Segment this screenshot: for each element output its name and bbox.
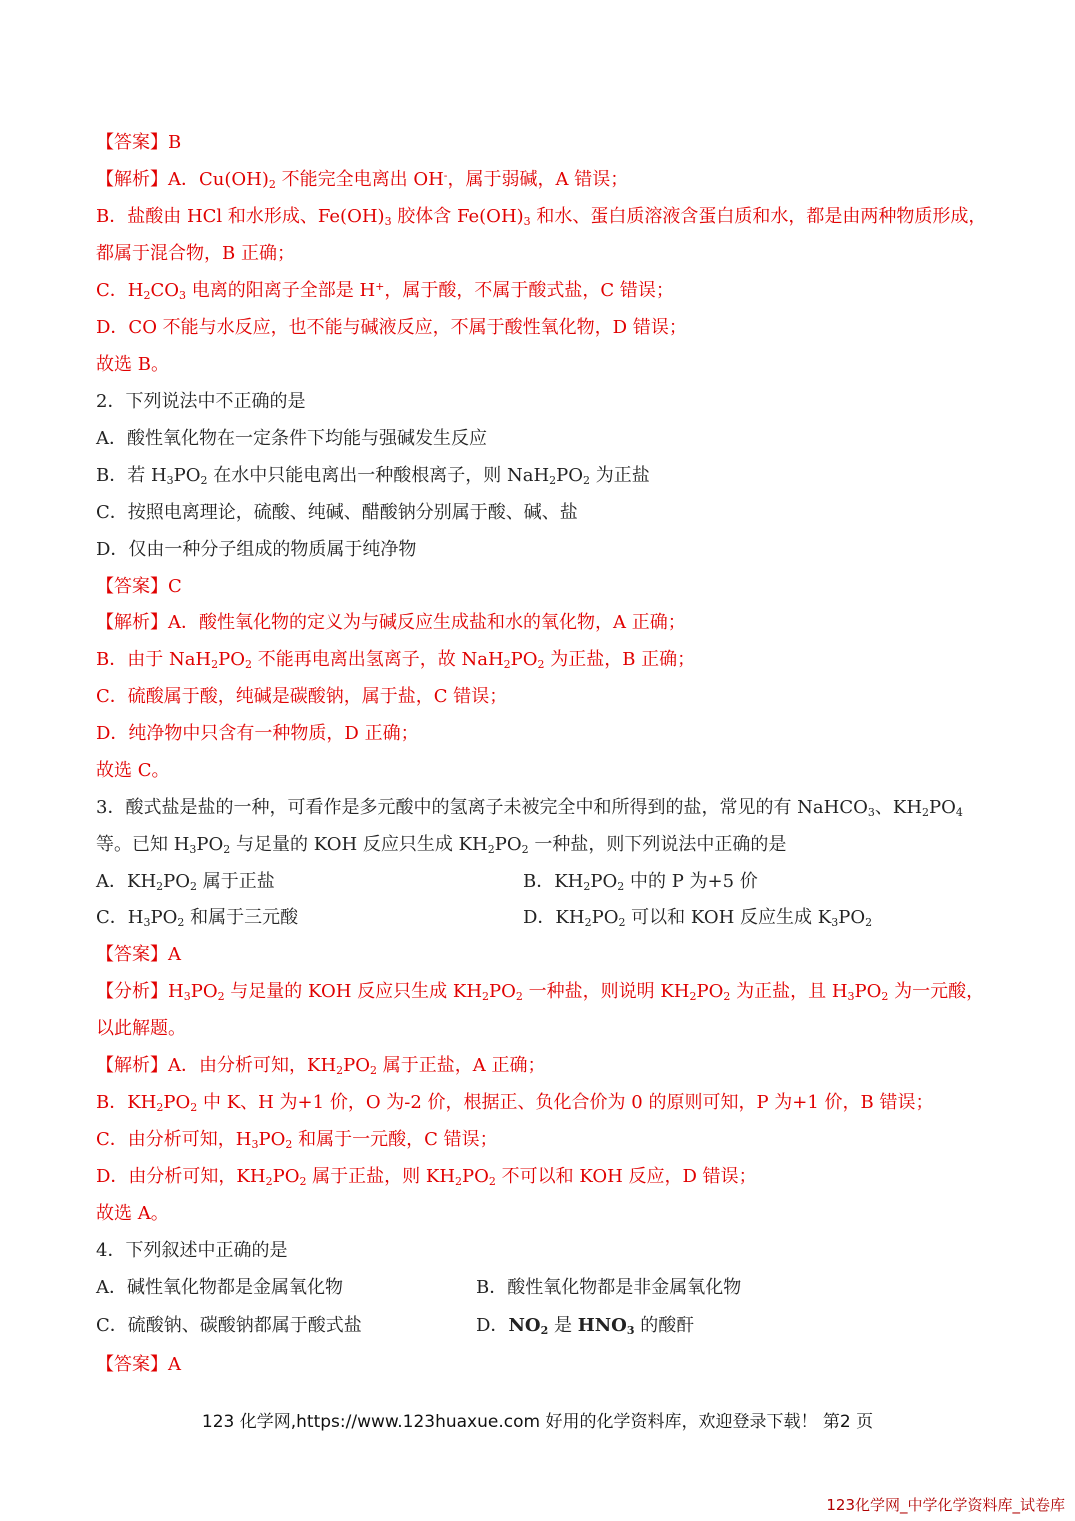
answer-q3: 【答案】A xyxy=(96,944,181,965)
question-4-option-a: A．碱性氧化物都是金属氧化物 xyxy=(96,1277,343,1298)
question-3-option-d: D．$KH_2PO_2$ 可以和 KOH 反应生成 $K_3PO_2$ xyxy=(523,907,873,929)
analysis-q3-a: 【解析】A．由分析可知，$KH_2PO_2$ 属于正盐，A 正确； xyxy=(96,1055,546,1077)
question-4-option-b: B．酸性氧化物都是非金属氧化物 xyxy=(476,1277,742,1298)
choose-q1: 故选 B。 xyxy=(96,354,169,375)
choose-q3: 故选 A。 xyxy=(96,1203,169,1224)
site-watermark: 123化学网_中学化学资料库_试卷库 xyxy=(826,1496,1065,1514)
question-4-option-c: C．硫酸钠、碳酸钠都属于酸式盐 xyxy=(96,1315,362,1336)
analysis-q3-d: D．由分析可知，$KH_2PO_2$ 属于正盐，则 $KH_2PO_2$ 不可以和 KOH 反应，D 错误； xyxy=(96,1166,757,1188)
question-2-option-a: A．酸性氧化物在一定条件下均能与强碱发生反应 xyxy=(96,428,487,449)
analysis-q1-d: D．CO 不能与水反应，也不能与碱液反应，不属于酸性氧化物，D 错误； xyxy=(96,317,687,338)
question-3-stem-1: 3．酸式盐是盐的一种，可看作是多元酸中的氢离子未被完全中和所得到的盐，常见的有 NaHCO$_3$、$KH_2PO_4$ xyxy=(96,797,963,819)
page-footer: 123 化学网,https://www.123huaxue.com 好用的化学资料库，欢迎登录下载！ 第2 页 xyxy=(201,1412,874,1432)
analysis-q2-d: D．纯净物中只含有一种物质，D 正确； xyxy=(96,723,419,744)
analysis-q3-b: B．$KH_2PO_2$ 中 K、H 为+1 价，O 为-2 价，根据正、负化合价为 0 的原则可知，P 为+1 价，B 错误； xyxy=(96,1092,934,1114)
question-3-option-b: B．$KH_2PO_2$ 中的 P 为+5 价 xyxy=(523,871,758,893)
question-2-option-c: C．按照电离理论，硫酸、纯碱、醋酸钠分别属于酸、碱、盐 xyxy=(96,502,578,523)
analysis-q1-b2: 都属于混合物，B 正确； xyxy=(96,243,295,264)
analysis-q1-b: B．盐酸由 HCl 和水形成、$Fe(OH)_3$ 胶体含 $Fe(OH)_3$ 和水、蛋白质溶液含蛋白质和水，都是由两种物质形成， xyxy=(96,206,987,228)
analysis-q2-b: B．由于 $NaH_2PO_2$ 不能再电离出氢离子，故 $NaH_2PO_2$ 为正盐，B 正确； xyxy=(96,649,696,671)
analysis-q1-c: C．$H_2CO_3$ 电离的阳离子全部是 H+，属于酸，不属于酸式盐，C 错误； xyxy=(96,280,674,302)
question-2-option-b: B．若 $H_3PO_2$ 在水中只能电离出一种酸根离子，则 $NaH_2PO_2$ 为正盐 xyxy=(96,465,650,487)
question-4-option-d: D．$NO_2$ 是 $HNO_3$ 的酸酐 xyxy=(476,1315,695,1337)
choose-q2: 故选 C。 xyxy=(96,760,170,781)
analysis-q3-c: C．由分析可知，$H_3PO_2$ 和属于一元酸，C 错误； xyxy=(96,1129,498,1151)
fenxi-q3-2: 以此解题。 xyxy=(96,1018,186,1039)
analysis-q1-a: 【解析】A．$Cu(OH)_2$ 不能完全电离出 OH-，属于弱碱，A 错误； xyxy=(96,169,629,191)
question-4-stem: 4．下列叙述中正确的是 xyxy=(96,1240,288,1261)
question-3-stem-2: 等。已知 $H_3PO_2$ 与足量的 KOH 反应只生成 $KH_2PO_2$ 一种盐，则下列说法中正确的是 xyxy=(96,834,787,856)
analysis-q2-c: C．硫酸属于酸，纯碱是碳酸钠，属于盐，C 错误； xyxy=(96,686,508,707)
answer-q1: 【答案】B xyxy=(96,132,182,153)
answer-q4: 【答案】A xyxy=(96,1354,181,1375)
question-2-stem: 2．下列说法中不正确的是 xyxy=(96,391,306,412)
answer-q2: 【答案】C xyxy=(96,576,182,597)
question-3-option-c: C．$H_3PO_2$ 和属于三元酸 xyxy=(96,907,299,929)
question-3-option-a: A．$KH_2PO_2$ 属于正盐 xyxy=(96,871,275,893)
question-2-option-d: D．仅由一种分子组成的物质属于纯净物 xyxy=(96,539,417,560)
fenxi-q3-1: 【分析】$H_3PO_2$ 与足量的 KOH 反应只生成 $KH_2PO_2$ 一种盐，则说明 $KH_2PO_2$ 为正盐，且 $H_3PO_2$ 为一元酸， xyxy=(96,981,985,1003)
analysis-q2-a: 【解析】A．酸性氧化物的定义为与碱反应生成盐和水的氧化物，A 正确； xyxy=(96,612,686,633)
